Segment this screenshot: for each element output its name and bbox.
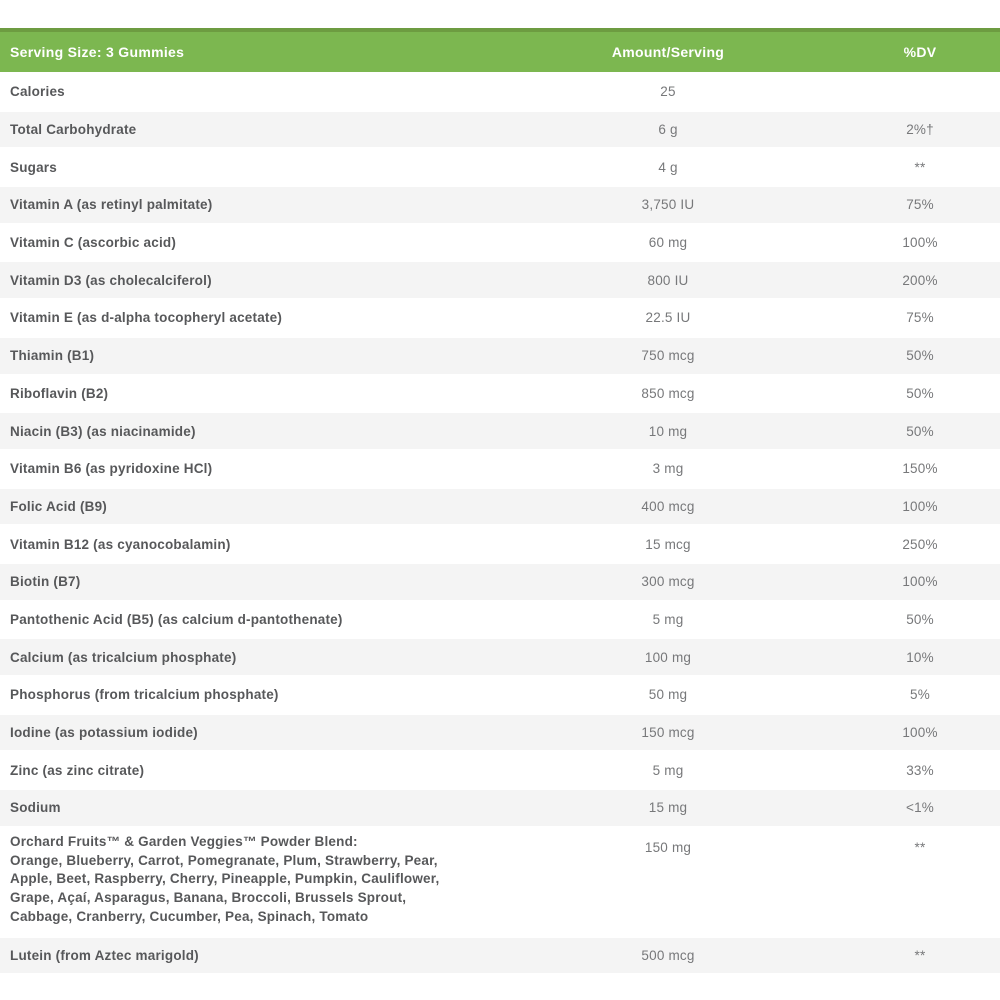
table-row: [0, 713, 1000, 751]
table-row: [0, 637, 1000, 675]
nutrient-percent-dv: 75%: [906, 310, 934, 326]
table-row: [0, 185, 1000, 223]
nutrient-percent-dv: 250%: [902, 536, 938, 552]
nutrient-name: Riboflavin (B2): [10, 385, 109, 401]
supplement-facts-table: [0, 28, 1000, 973]
nutrient-percent-dv: 100%: [902, 725, 938, 741]
nutrient-percent-dv: 5%: [910, 687, 930, 703]
table-row: [0, 298, 1000, 336]
nutrient-amount: 60 mg: [648, 235, 688, 251]
nutrient-name: Vitamin C (ascorbic acid): [10, 235, 177, 251]
nutrient-name: Vitamin B6 (as pyridoxine HCl): [10, 461, 213, 477]
nutrient-amount: 850 mcg: [641, 385, 695, 401]
table-row: [0, 936, 1000, 974]
table-row: [0, 487, 1000, 525]
nutrient-amount: 6 g: [658, 122, 678, 138]
nutrient-amount: 150 mcg: [641, 725, 695, 741]
nutrient-name: Calcium (as tricalcium phosphate): [10, 649, 237, 665]
nutrient-amount: 5 mg: [652, 611, 684, 627]
table-row: [0, 788, 1000, 826]
table-row: [0, 72, 1000, 110]
nutrient-amount: 500 mcg: [641, 948, 695, 964]
nutrient-amount: 15 mg: [648, 800, 688, 816]
nutrient-amount: 400 mcg: [641, 498, 695, 514]
nutrient-name: Lutein (from Aztec marigold): [10, 948, 199, 964]
table-row: [0, 336, 1000, 374]
nutrient-percent-dv: 100%: [902, 574, 938, 590]
percent-dv-column-header: %DV: [903, 44, 937, 60]
nutrient-name: Niacin (B3) (as niacinamide): [10, 423, 196, 439]
nutrient-name: Vitamin E (as d-alpha tocopheryl acetate): [10, 310, 283, 326]
nutrient-name: Phosphorus (from tricalcium phosphate): [10, 687, 279, 703]
serving-size-label: Serving Size: 3 Gummies: [10, 44, 185, 60]
nutrient-amount: 4 g: [658, 159, 678, 175]
nutrient-name: Zinc (as zinc citrate): [10, 762, 145, 778]
nutrient-percent-dv: 50%: [906, 611, 934, 627]
nutrient-percent-dv: 10%: [906, 649, 934, 665]
nutrient-name: Thiamin (B1): [10, 348, 95, 364]
nutrient-name: Vitamin B12 (as cyanocobalamin): [10, 536, 231, 552]
nutrient-percent-dv: 50%: [906, 348, 934, 364]
nutrient-percent-dv: 75%: [906, 197, 934, 213]
nutrient-amount: 3 mg: [652, 461, 684, 477]
nutrient-name: Folic Acid (B9): [10, 498, 108, 514]
nutrient-percent-dv: 100%: [902, 498, 938, 514]
nutrient-amount: 150 mg: [644, 839, 692, 855]
nutrient-name: Vitamin A (as retinyl palmitate): [10, 197, 213, 213]
nutrient-percent-dv: 100%: [902, 235, 938, 251]
nutrient-percent-dv: 50%: [906, 423, 934, 439]
nutrient-name: Calories: [10, 84, 65, 100]
table-row: [0, 524, 1000, 562]
nutrient-name: Vitamin D3 (as cholecalciferol): [10, 272, 212, 288]
table-row: [0, 147, 1000, 185]
nutrient-name: Orchard Fruits™ & Garden Veggies™ Powder Blend: Orange, Blueberry, Carrot, Pomegranate, Plum, Strawberry, Pear, Apple, Beet, Raspberry, Cherry, Pineapple, Pumpkin, Cauliflower, Grape, Açaí, Asparagus, Banana, Broccoli, Brussels Sprout, Cabbage, Cranberry, Cucumber, Pea, Spinach, Tomato: [0, 833, 496, 927]
nutrient-amount: 750 mcg: [641, 348, 695, 364]
nutrient-name: Sodium: [10, 800, 61, 816]
nutrient-amount: 22.5 IU: [645, 310, 691, 326]
nutrient-name: Pantothenic Acid (B5) (as calcium d-pantothenate): [10, 611, 343, 627]
nutrient-amount: 100 mg: [644, 649, 692, 665]
table-row: [0, 826, 1000, 936]
nutrient-percent-dv: 50%: [906, 385, 934, 401]
table-row: [0, 411, 1000, 449]
table-row: [0, 750, 1000, 788]
nutrient-amount: 5 mg: [652, 762, 684, 778]
table-row: [0, 223, 1000, 261]
nutrient-amount: 300 mcg: [641, 574, 695, 590]
nutrient-amount: 25: [660, 84, 676, 100]
nutrient-name: Iodine (as potassium iodide): [10, 725, 198, 741]
blend-ingredient-line: Cabbage, Cranberry, Cucumber, Pea, Spinach, Tomato: [10, 908, 369, 924]
blend-ingredient-line: Grape, Açaí, Asparagus, Banana, Broccoli, Brussels Sprout,: [10, 890, 407, 906]
amount-serving-column-header: Amount/Serving: [611, 44, 725, 60]
nutrient-percent-dv: 33%: [906, 762, 934, 778]
table-row: [0, 110, 1000, 148]
table-header: [0, 28, 1000, 72]
blend-ingredient-line: Orange, Blueberry, Carrot, Pomegranate, Plum, Strawberry, Pear,: [10, 852, 438, 868]
nutrient-amount: 50 mg: [648, 687, 688, 703]
table-row: [0, 449, 1000, 487]
nutrient-amount: 15 mcg: [645, 536, 691, 552]
nutrient-name: Biotin (B7): [10, 574, 81, 590]
nutrient-percent-dv: 150%: [902, 461, 938, 477]
table-row: [0, 374, 1000, 412]
nutrient-amount: 800 IU: [647, 272, 689, 288]
table-row: [0, 562, 1000, 600]
nutrient-percent-dv: **: [914, 839, 926, 855]
nutrient-amount: 3,750 IU: [641, 197, 695, 213]
nutrient-percent-dv: **: [914, 948, 926, 964]
nutrient-percent-dv: <1%: [906, 800, 934, 816]
nutrient-name: Sugars: [10, 159, 57, 175]
nutrient-name: Total Carbohydrate: [10, 122, 137, 138]
blend-ingredient-line: Apple, Beet, Raspberry, Cherry, Pineapple, Pumpkin, Cauliflower,: [10, 871, 440, 887]
table-row: [0, 600, 1000, 638]
nutrient-percent-dv: **: [914, 159, 926, 175]
nutrient-percent-dv: 2%†: [906, 122, 934, 138]
nutrient-percent-dv: 200%: [902, 272, 938, 288]
nutrient-amount: 10 mg: [648, 423, 688, 439]
table-row: [0, 675, 1000, 713]
facts-rows: [0, 72, 1000, 973]
table-row: [0, 260, 1000, 298]
